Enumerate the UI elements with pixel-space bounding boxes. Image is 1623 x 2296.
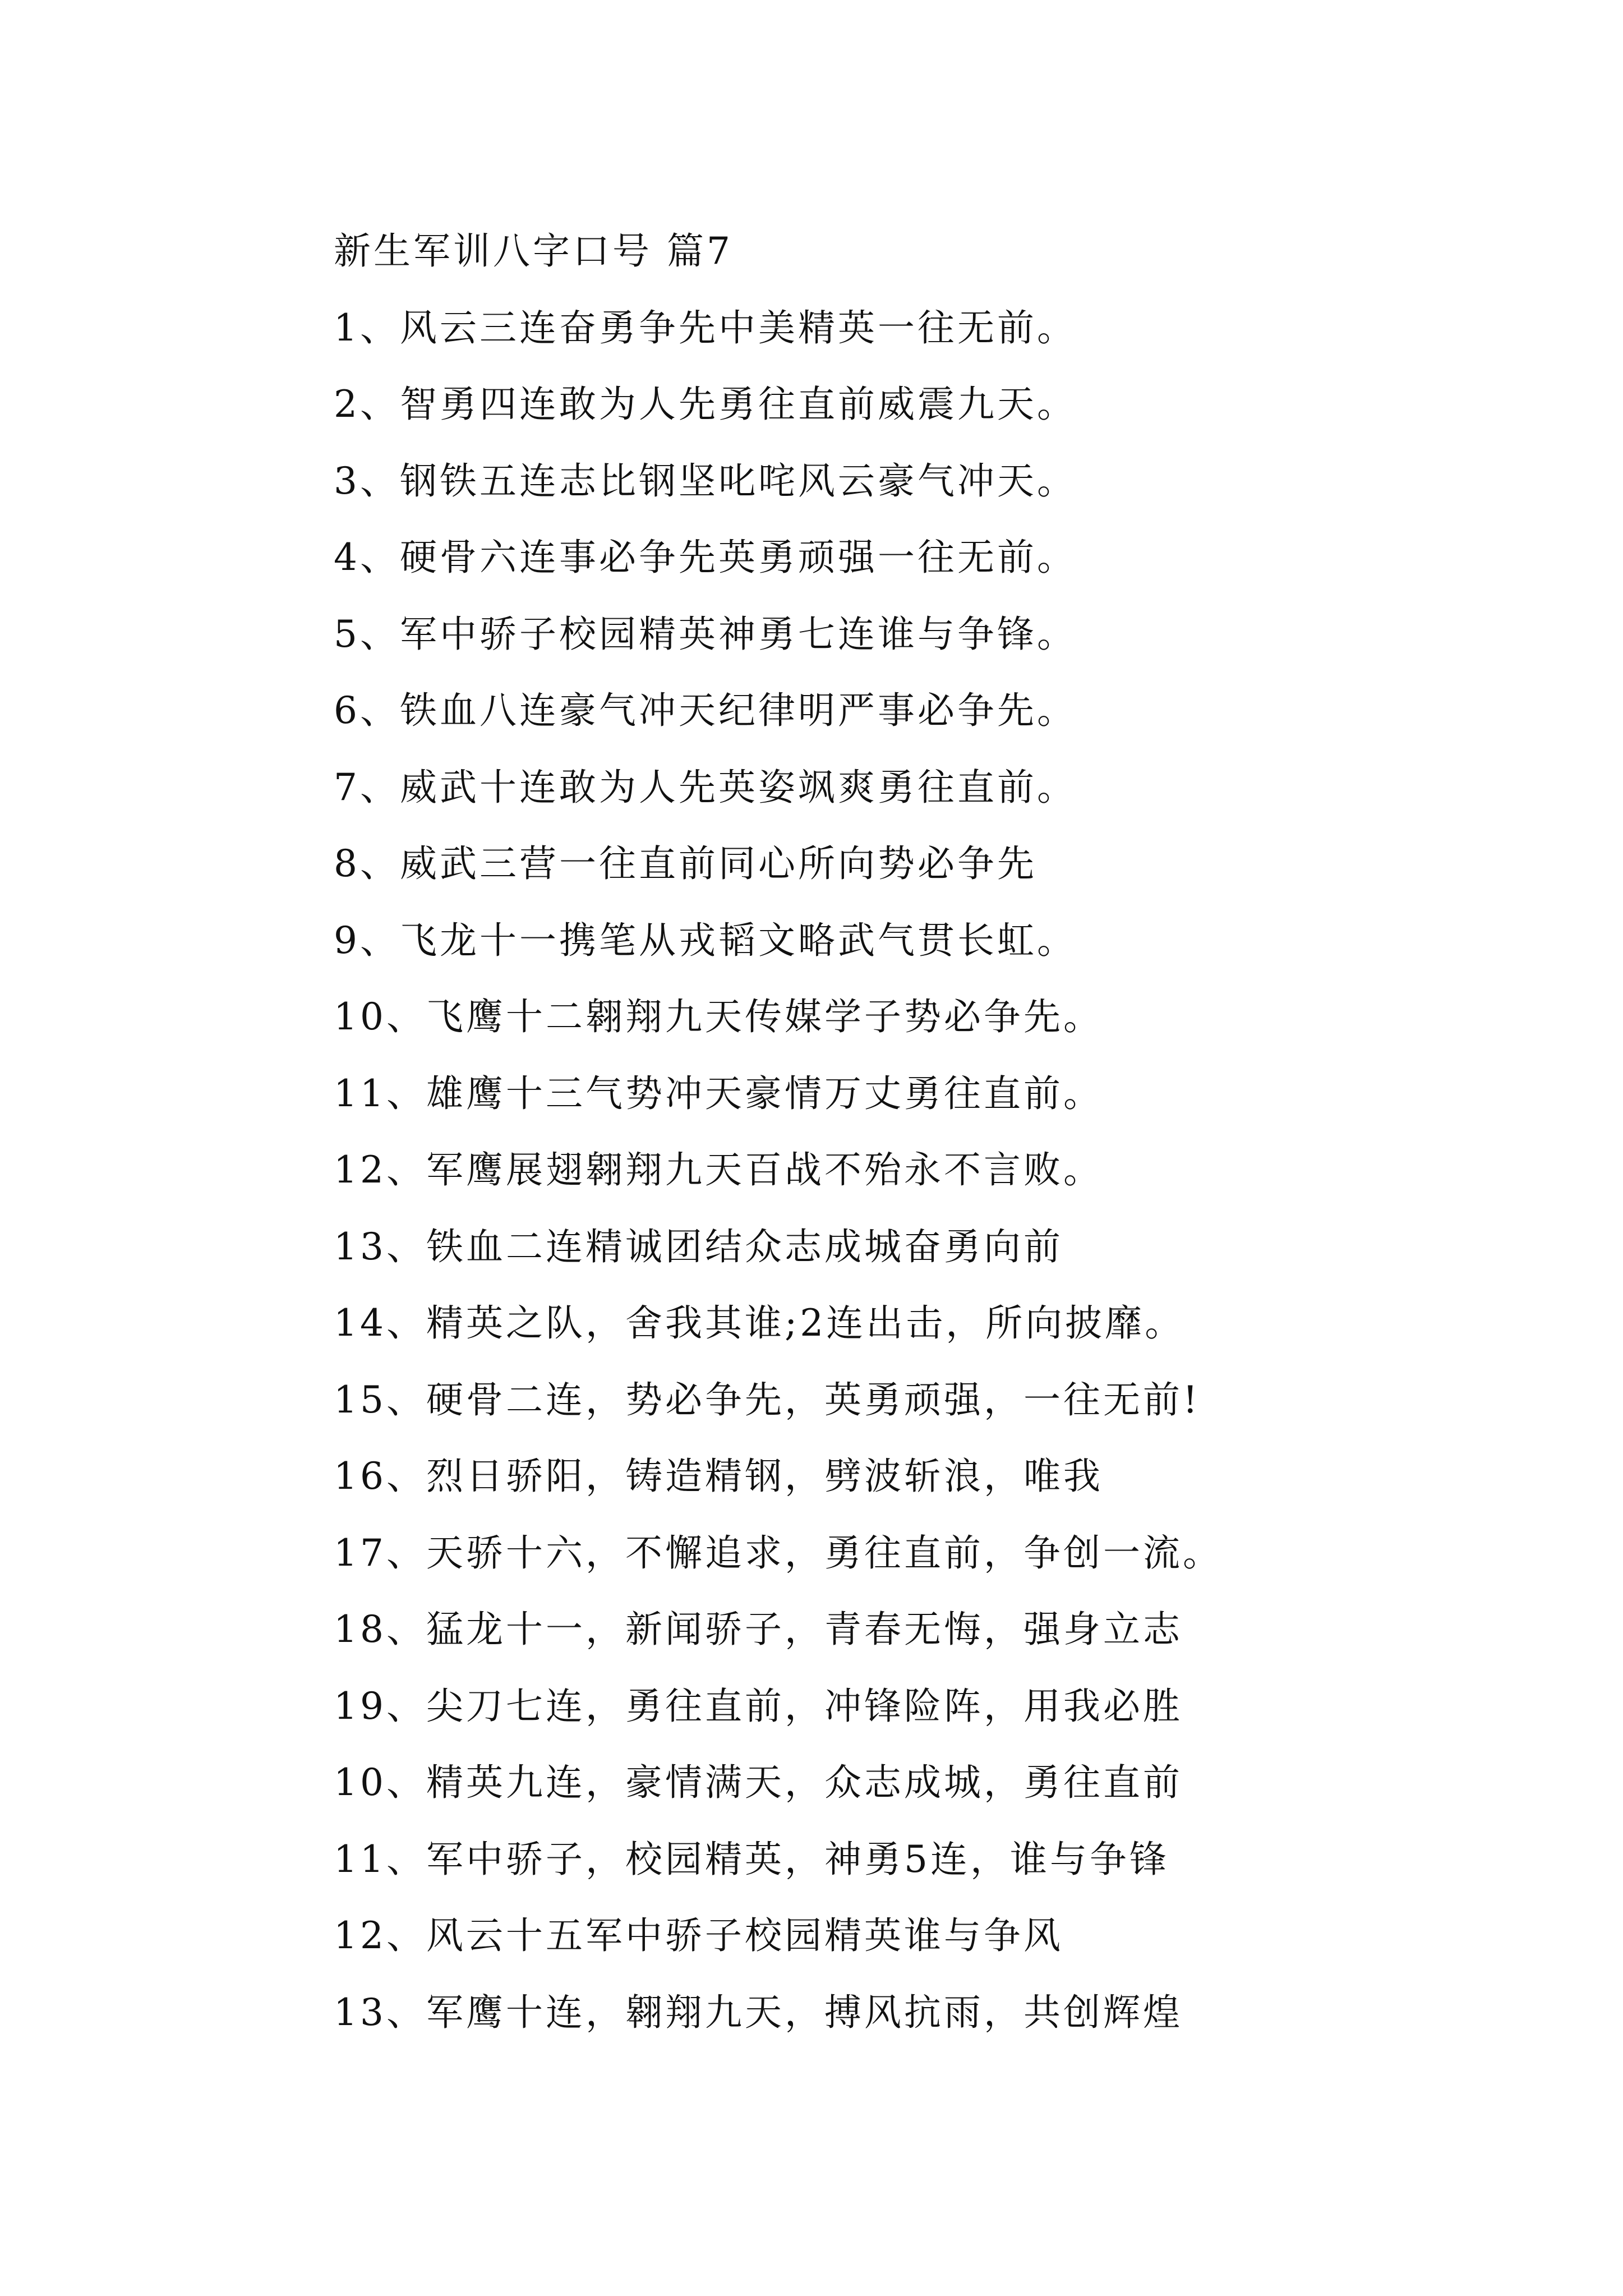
slogan-line: 8、威武三营一往直前同心所向势必争先 [334, 842, 1037, 885]
slogan-line: 13、铁血二连精诚团结众志成城奋勇向前 [334, 1225, 1063, 1268]
slogan-line: 7、威武十连敢为人先英姿飒爽勇往直前。 [334, 765, 1077, 809]
slogan-line: 12、风云十五军中骄子校园精英谁与争风 [334, 1914, 1063, 1957]
slogan-line: 12、军鹰展翅翱翔九天百战不殆永不言败。 [334, 1148, 1103, 1191]
slogan-line: 2、智勇四连敢为人先勇往直前威震九天。 [334, 383, 1077, 426]
slogan-line: 1、风云三连奋勇争先中美精英一往无前。 [334, 306, 1077, 349]
slogan-line: 15、硬骨二连，势必争先，英勇顽强，一往无前! [334, 1378, 1201, 1421]
slogan-line: 10、精英九连，豪情满天，众志成城，勇往直前 [334, 1761, 1183, 1804]
slogan-line: 16、烈日骄阳，铸造精钢，劈波斩浪，唯我 [334, 1455, 1103, 1498]
slogan-line: 18、猛龙十一，新闻骄子，青春无悔，强身立志 [334, 1608, 1183, 1651]
slogan-line: 11、雄鹰十三气势冲天豪情万丈勇往直前。 [334, 1071, 1103, 1115]
slogan-line: 19、尖刀七连，勇往直前，冲锋险阵，用我必胜 [334, 1684, 1183, 1728]
slogan-line: 5、军中骄子校园精英神勇七连谁与争锋。 [334, 612, 1077, 656]
slogan-line: 3、钢铁五连志比钢坚叱咤风云豪气冲天。 [334, 459, 1077, 503]
slogan-line: 9、飞龙十一携笔从戎韬文略武气贯长虹。 [334, 918, 1077, 962]
document-title: 新生军训八字口号 篇7 [334, 229, 733, 273]
slogan-line: 6、铁血八连豪气冲天纪律明严事必争先。 [334, 689, 1077, 732]
document-body [334, 213, 1511, 2051]
slogan-line: 11、军中骄子，校园精英，神勇5连，谁与争锋 [334, 1837, 1169, 1881]
slogan-line: 14、精英之队，舍我其谁;2连出击，所向披靡。 [334, 1301, 1185, 1345]
slogan-line: 17、天骄十六，不懈追求，勇往直前，争创一流。 [334, 1531, 1223, 1575]
slogan-line: 13、军鹰十连，翱翔九天，搏风抗雨，共创辉煌 [334, 1990, 1183, 2034]
slogan-line: 4、硬骨六连事必争先英勇顽强一往无前。 [334, 536, 1077, 579]
slogan-line: 10、飞鹰十二翱翔九天传媒学子势必争先。 [334, 995, 1103, 1038]
